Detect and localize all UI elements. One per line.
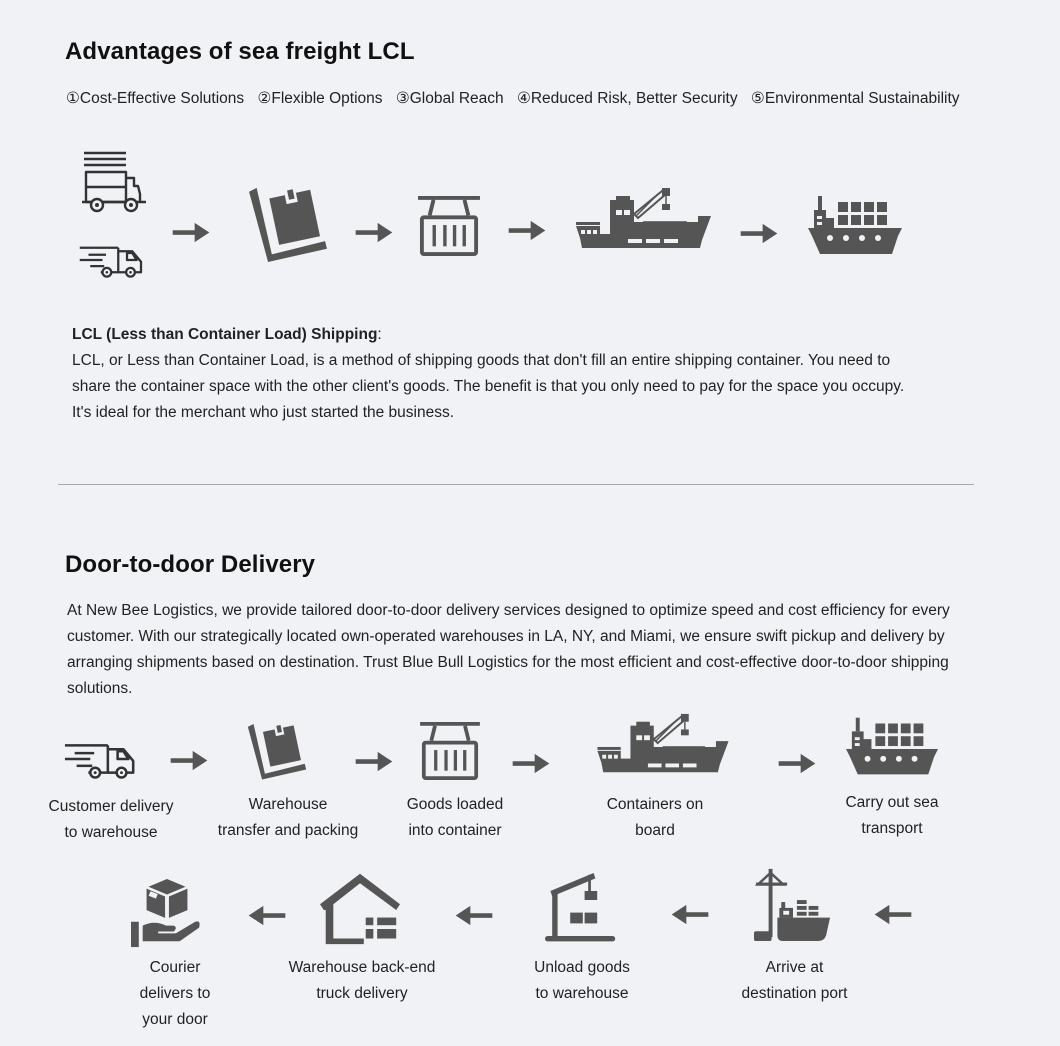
warehouse-icon (320, 873, 400, 945)
arrow-right-icon (170, 750, 208, 772)
step-label-arrive-port (722, 955, 867, 1007)
step-label-line: transport (861, 820, 923, 837)
step-label-warehouse-backend (278, 955, 446, 1007)
arrow-right-icon (778, 753, 816, 775)
step-label-line: truck delivery (316, 985, 408, 1002)
box-truck-icon (80, 150, 150, 216)
step-label-sea-transport (822, 790, 962, 842)
step-label-line: transfer and packing (217, 822, 359, 839)
step-label-line: Customer delivery (48, 798, 174, 815)
crane-ship-icon (596, 712, 730, 780)
container-icon (419, 722, 481, 780)
lcl-line: LCL, or Less than Container Load, is a method of shipping goods that don't fill an entire shipping container. You need to (72, 352, 891, 369)
step-label-line: your door (142, 1011, 208, 1028)
step-label-line: Arrive at (765, 959, 824, 976)
lcl-heading (72, 322, 972, 348)
lcl-line: It's ideal for the merchant who just started the business. (72, 404, 455, 421)
intro-line: solutions. (67, 680, 133, 697)
step-label-line: into container (408, 822, 502, 839)
arrow-left-icon (248, 905, 286, 927)
step-label-line: destination port (741, 985, 848, 1002)
step-label-warehouse-transfer (208, 792, 368, 844)
step-label-line: Warehouse back-end (288, 959, 436, 976)
arrow-right-icon (512, 753, 550, 775)
step-label-courier (110, 955, 240, 1033)
intro-line: customer. With our strategically located own-operated warehouses in LA, NY, and Miami, we ensure swift pickup and delivery by (67, 628, 945, 645)
intro-line: arranging shipments based on destination. Trust Blue Bull Logistics for the most efficient and cost-effective door-to-door shipping (67, 654, 949, 671)
advantage-item: ④Reduced Risk, Better Security (516, 90, 738, 107)
intro-line: At New Bee Logistics, we provide tailored door-to-door delivery services designed to optimize speed and cost efficiency for every (67, 602, 950, 619)
arrow-right-icon (355, 222, 393, 244)
hand-truck-box-icon (245, 722, 309, 780)
lcl-heading-bold: LCL (Less than Container Load) Shipping (72, 326, 378, 343)
delivery-truck-icon (78, 240, 148, 280)
port-crane-ship-icon (754, 864, 832, 944)
step-label-line: to warehouse (64, 824, 158, 841)
hand-box-icon (131, 877, 203, 949)
step-label-line: Courier (149, 959, 201, 976)
arrow-right-icon (740, 223, 778, 245)
advantage-item: ②Flexible Options (257, 90, 383, 107)
arrow-left-icon (671, 904, 709, 926)
step-label-line: to warehouse (535, 985, 629, 1002)
arrow-right-icon (355, 751, 393, 773)
step-label-line: delivers to (139, 985, 211, 1002)
door-to-door-intro (67, 598, 1027, 702)
lcl-heading-suffix: : (377, 326, 382, 343)
step-label-customer-delivery (36, 794, 186, 846)
step-label-containers-on-board (585, 792, 725, 844)
step-label-line: board (635, 822, 675, 839)
step-label-line: Containers on (606, 796, 704, 813)
step-label-line: Unload goods (534, 959, 630, 976)
lcl-description (72, 322, 972, 426)
section-divider (58, 484, 974, 485)
advantages-list (66, 89, 969, 108)
step-label-line: Carry out sea (845, 794, 939, 811)
arrow-left-icon (455, 905, 493, 927)
container-icon (418, 196, 480, 256)
crane-ship-icon (576, 186, 711, 256)
section-title-door-to-door: Door-to-door Delivery (65, 551, 316, 578)
advantage-item: ⑤Environmental Sustainability (750, 90, 960, 107)
step-label-goods-loaded (385, 792, 525, 844)
step-label-line: Goods loaded (406, 796, 504, 813)
arrow-right-icon (508, 220, 546, 242)
delivery-truck-icon (63, 737, 141, 781)
crane-unload-icon (542, 873, 620, 945)
step-label-unload-goods (512, 955, 652, 1007)
container-ship-icon (846, 717, 940, 777)
hand-truck-box-icon (245, 186, 331, 262)
section-title-lcl-advantages: Advantages of sea freight LCL (65, 38, 415, 65)
advantage-item: ①Cost-Effective Solutions (66, 90, 245, 107)
arrow-right-icon (172, 222, 210, 244)
lcl-line: share the container space with the other client's goods. The benefit is that you only need to pay for the space you occupy. (72, 378, 905, 395)
container-ship-icon (808, 196, 904, 256)
advantage-item: ③Global Reach (395, 90, 504, 107)
arrow-left-icon (874, 904, 912, 926)
step-label-line: Warehouse (248, 796, 328, 813)
